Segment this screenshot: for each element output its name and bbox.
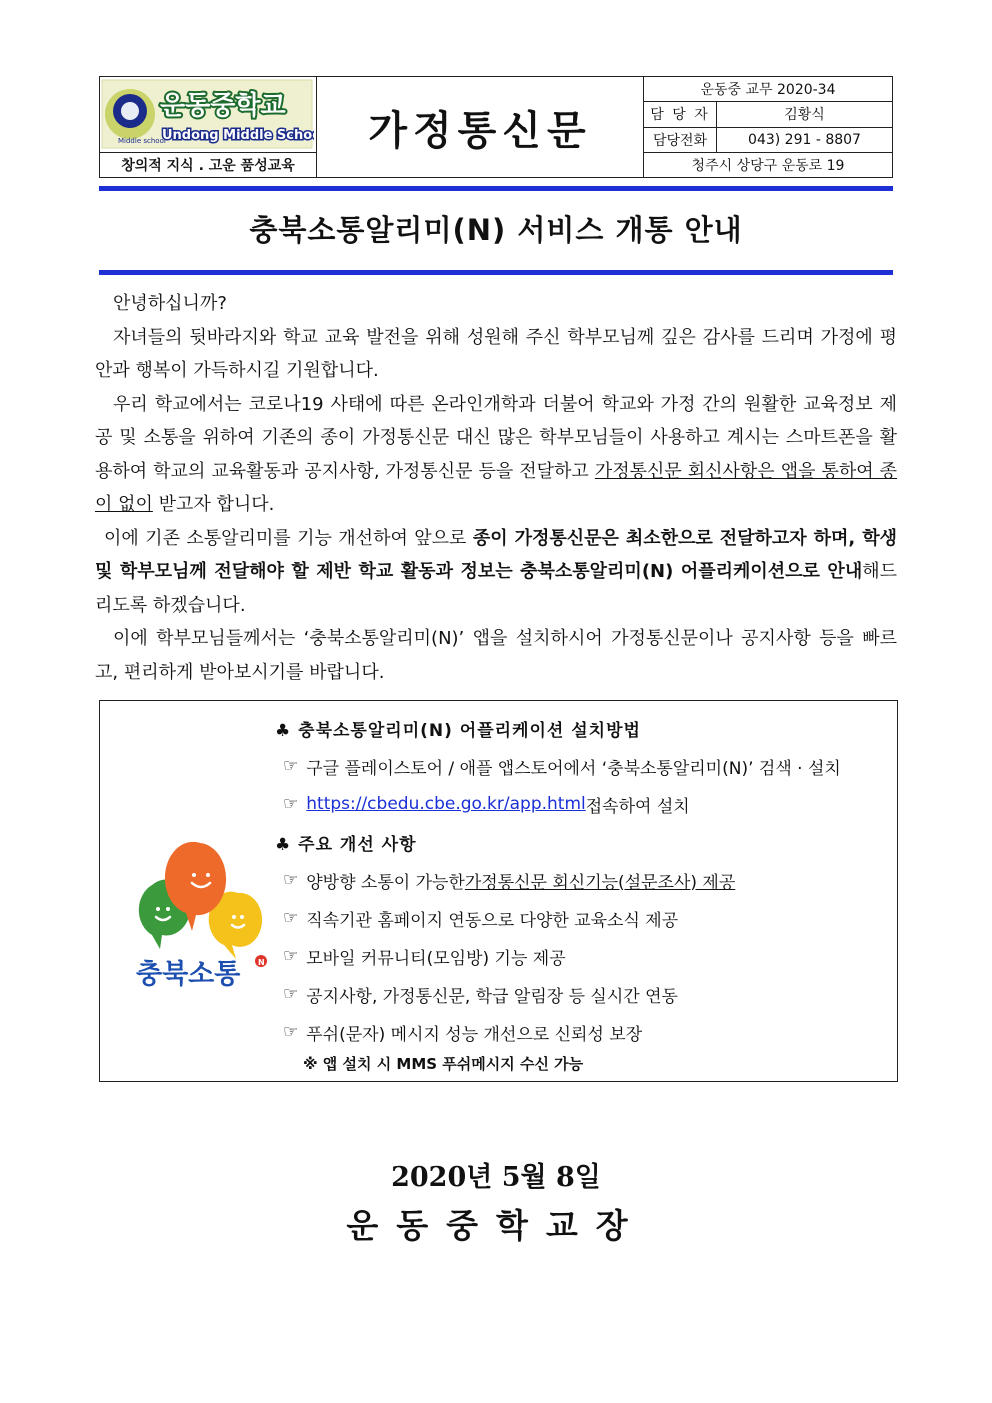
pointing-hand-icon: ☞ <box>283 870 299 890</box>
address: 청주시 상당구 운동로 19 <box>691 157 845 174</box>
app-info-box <box>99 700 898 1082</box>
mms-note: ※ 앱 설치 시 MMS 푸쉬메시지 수신 가능 <box>303 1054 584 1073</box>
list-item <box>275 1013 841 1051</box>
pointing-hand-icon: ☞ <box>283 1022 299 1042</box>
list-item <box>275 937 841 975</box>
paragraph-purpose-underline: 가정통신문 회신사항은 앱을 통하여 종이 없이 <box>95 460 898 515</box>
paragraph-thanks: 자녀들의 뒷바라지와 학교 교육 발전을 위해 성원해 주신 학부모님께 깊은 감사를 드리며 가정에 평안과 행복이 가득하시길 기원합니다. <box>95 326 897 381</box>
divider-bottom <box>99 270 893 275</box>
phone-label: 담당전화 <box>644 128 717 152</box>
list-item <box>275 747 841 785</box>
paragraph-plan-text: 이에 기존 소통알리미를 기능 개선하여 앞으로 <box>104 527 473 549</box>
list-item <box>275 975 841 1013</box>
pointing-hand-icon: ☞ <box>283 946 299 966</box>
header-left <box>100 77 317 177</box>
school-name: 운동중학교 <box>160 91 286 121</box>
issue-date: 2020년 5월 8일 <box>391 1162 601 1193</box>
improvement-5-text: 푸쉬(문자) 메시지 성능 개선으로 신뢰성 보장 <box>306 1024 643 1045</box>
principal-signature: 운동중학교장 <box>346 1206 646 1245</box>
pointing-hand-icon: ☞ <box>283 908 299 928</box>
install-store-text: 구글 플레이스토어 / 애플 앱스토어에서 ‘충북소통알리미(N)’ 검색 · 설치 <box>306 758 841 779</box>
paragraph-purpose-text: 우리 학교에서는 코로나19 사태에 따른 온라인개학과 더불어 학교와 가정 간의 원활한 교육정보 제공 및 소통을 위하여 기존의 종이 가정통신문 대신 많은 학부모님들이 사용하고 계시는 스마트폰을 활용하여 학교의 교육활동과 공지사항, 가정통신문 등을 전달하고 <box>95 393 897 482</box>
doc-number: 운동중 교무 2020-34 <box>700 82 836 99</box>
emblem-text: Middle school <box>118 137 166 145</box>
school-motto: 창의적 지식 . 고운 품성교육 <box>121 158 295 174</box>
header-info <box>644 77 892 177</box>
improvement-2-text: 직속기관 홈페이지 연동으로 다양한 교육소식 제공 <box>306 910 679 931</box>
paragraph-purpose-end: 받고자 합니다. <box>152 494 275 515</box>
list-item <box>275 899 841 937</box>
improvement-1-text: 양방향 소통이 가능한 <box>306 872 465 893</box>
notice-body <box>95 287 897 689</box>
improvement-1-underline: 가정통신문 회신기능(설문조사) 제공 <box>464 872 736 893</box>
improvement-4-text: 공지사항, 가정통신문, 학급 알림장 등 실시간 연동 <box>306 986 678 1007</box>
list-item <box>275 785 841 823</box>
improvement-3-text: 모바일 커뮤니티(모임방) 기능 제공 <box>306 948 566 969</box>
phone-number: 043) 291 - 8807 <box>748 131 861 148</box>
notice-title: 충북소통알리미(N) 서비스 개통 안내 <box>249 213 743 247</box>
install-section-title: ♣ 충북소통알리미(N) 어플리케이션 설치방법 <box>275 720 641 741</box>
pointing-hand-icon: ☞ <box>283 794 299 814</box>
header-table <box>99 76 893 178</box>
paragraph-plan-end: 해드리도록 하겠습니다. <box>95 561 897 616</box>
divider-top <box>99 186 893 191</box>
contact-person-label: 담 당 자 <box>644 102 717 126</box>
greeting: 안녕하십니까? <box>113 293 227 314</box>
paragraph-request: 이에 학부모님들께서는 ‘충북소통알리미(N)’ 앱을 설치하시어 가정통신문이나 공지사항 등을 빠르고, 편리하게 받아보시기를 바랍니다. <box>95 628 897 683</box>
install-url-link[interactable]: https://cbedu.cbe.go.kr/app.html <box>306 794 586 814</box>
improvements-section-title: ♣ 주요 개선 사항 <box>275 834 417 855</box>
paragraph-purpose <box>95 388 897 522</box>
doc-title: 가정통신문 <box>317 77 644 177</box>
school-name-en: Undong Middle School <box>162 128 314 143</box>
school-logo-graphic <box>100 77 314 151</box>
app-logo-graphic <box>130 821 270 991</box>
pointing-hand-icon: ☞ <box>283 756 299 776</box>
app-info-list <box>275 709 841 1075</box>
pointing-hand-icon: ☞ <box>283 984 299 1004</box>
install-url-text: 접속하여 설치 <box>585 796 690 817</box>
paragraph-plan <box>95 522 897 623</box>
contact-person: 김황식 <box>784 107 825 124</box>
list-item <box>275 861 841 899</box>
paragraph-plan-bold: 종이 가정통신문은 최소한으로 전달하고자 하며, 학생 및 학부모님께 전달해야 할 제반 학교 활동과 정보는 충북소통알리미(N) 어플리케이션으로 안내 <box>95 527 897 582</box>
app-logo-text: 충북소통 <box>136 959 241 990</box>
app-logo-badge: N <box>258 958 265 967</box>
app-logo <box>130 821 270 991</box>
school-logo <box>100 77 316 153</box>
